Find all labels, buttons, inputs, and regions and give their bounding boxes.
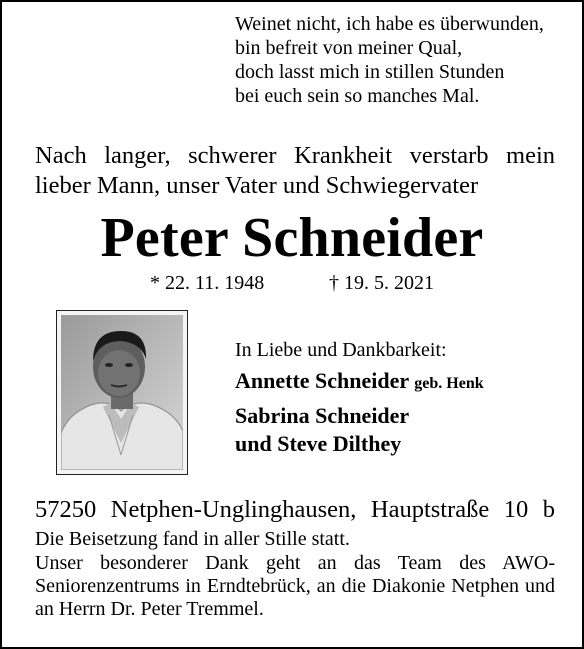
intro-text: Nach langer, schwerer Krankheit verstarb mein lieber Mann, unser Vater und Schwiegervater <box>35 142 555 199</box>
portrait-photo <box>56 310 188 475</box>
thanks-note: Unser besonderer Dank geht an das Team des AWO-Seniorenzentrums in Erndtebrück, an die Diakonie Netphen und an Herrn Dr. Peter Tremmel. <box>35 552 555 620</box>
burial-note: Die Beisetzung fand in aller Stille statt. <box>35 528 350 550</box>
poem-line: bin befreit von meiner Qual, <box>235 37 463 59</box>
mourner-spouse <box>235 368 484 394</box>
deceased-name: Peter Schneider <box>100 207 484 269</box>
birth-date: * 22. 11. 1948 <box>150 272 265 294</box>
poem-line: Weinet nicht, ich habe es überwunden, <box>235 13 544 35</box>
mourner-line: und Steve Dilthey <box>235 431 402 456</box>
mourner-spouse-name: Annette Schneider <box>235 368 409 393</box>
mourner-children <box>235 402 409 458</box>
address: 57250 Netphen-Unglinghausen, Hauptstraße 10 b <box>35 496 555 523</box>
mourner-line: Sabrina Schneider <box>235 403 410 428</box>
maiden-name: geb. Henk <box>414 375 484 392</box>
death-date: † 19. 5. 2021 <box>329 272 434 294</box>
poem-line: doch lasst mich in stillen Stunden <box>235 61 505 83</box>
portrait-image <box>61 315 183 470</box>
poem <box>235 12 575 108</box>
mourners-heading: In Liebe und Dankbarkeit: <box>235 339 447 361</box>
poem-line: bei euch sein so manches Mal. <box>235 85 480 107</box>
